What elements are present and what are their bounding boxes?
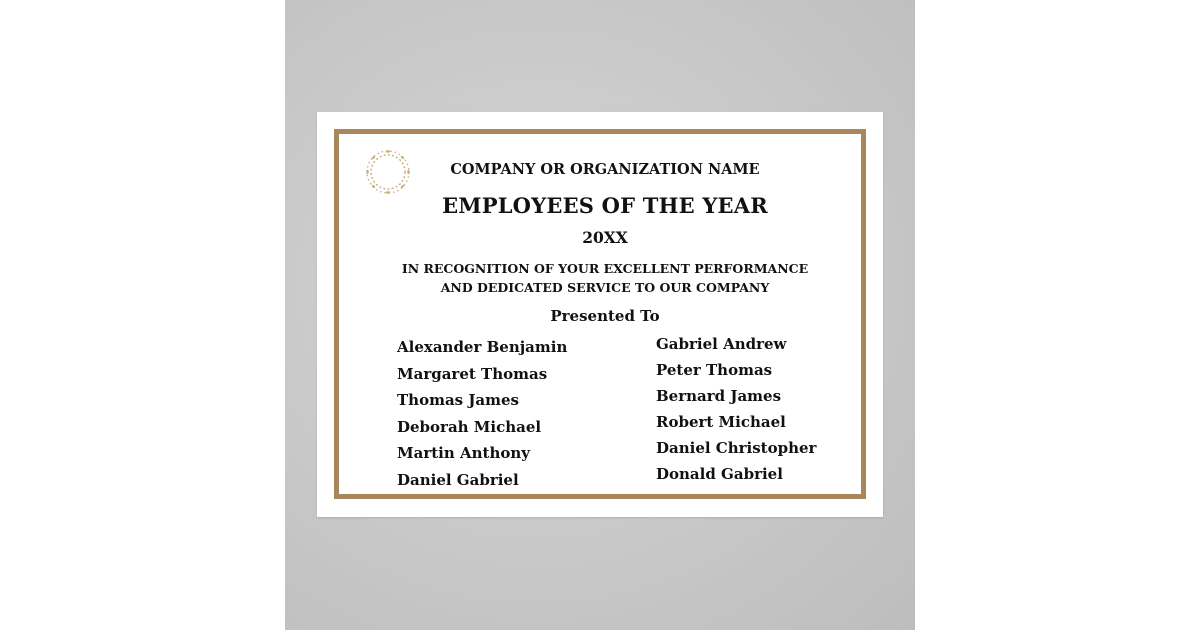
recognition-line-2: AND DEDICATED SERVICE TO OUR COMPANY <box>440 280 770 295</box>
poster-title: EMPLOYEES OF THE YEAR <box>442 193 768 218</box>
award-year: 20XX <box>582 228 628 247</box>
gold-frame <box>334 129 866 499</box>
employee-name: Donald Gabriel <box>656 465 783 483</box>
employee-name: Daniel Gabriel <box>397 470 519 489</box>
presented-to-label: Presented To <box>550 307 660 325</box>
employee-name: Martin Anthony <box>397 444 530 462</box>
employee-name: Thomas James <box>397 391 520 409</box>
employee-name: Bernard James <box>656 387 782 405</box>
employee-name: Deborah Michael <box>397 417 542 436</box>
employee-name: Gabriel Andrew <box>656 335 787 353</box>
organization-name: COMPANY OR ORGANIZATION NAME <box>450 161 760 178</box>
recognition-line-1: IN RECOGNITION OF YOUR EXCELLENT PERFORMANCE <box>401 261 809 276</box>
employee-name: Peter Thomas <box>656 361 773 379</box>
employee-name: Robert Michael <box>656 413 786 431</box>
names-right-column <box>656 331 816 487</box>
award-poster <box>317 112 883 517</box>
names-left-column <box>397 334 567 493</box>
employee-name: Daniel Christopher <box>656 439 817 457</box>
employee-name: Margaret Thomas <box>397 364 548 383</box>
employee-name: Alexander Benjamin <box>397 338 568 356</box>
